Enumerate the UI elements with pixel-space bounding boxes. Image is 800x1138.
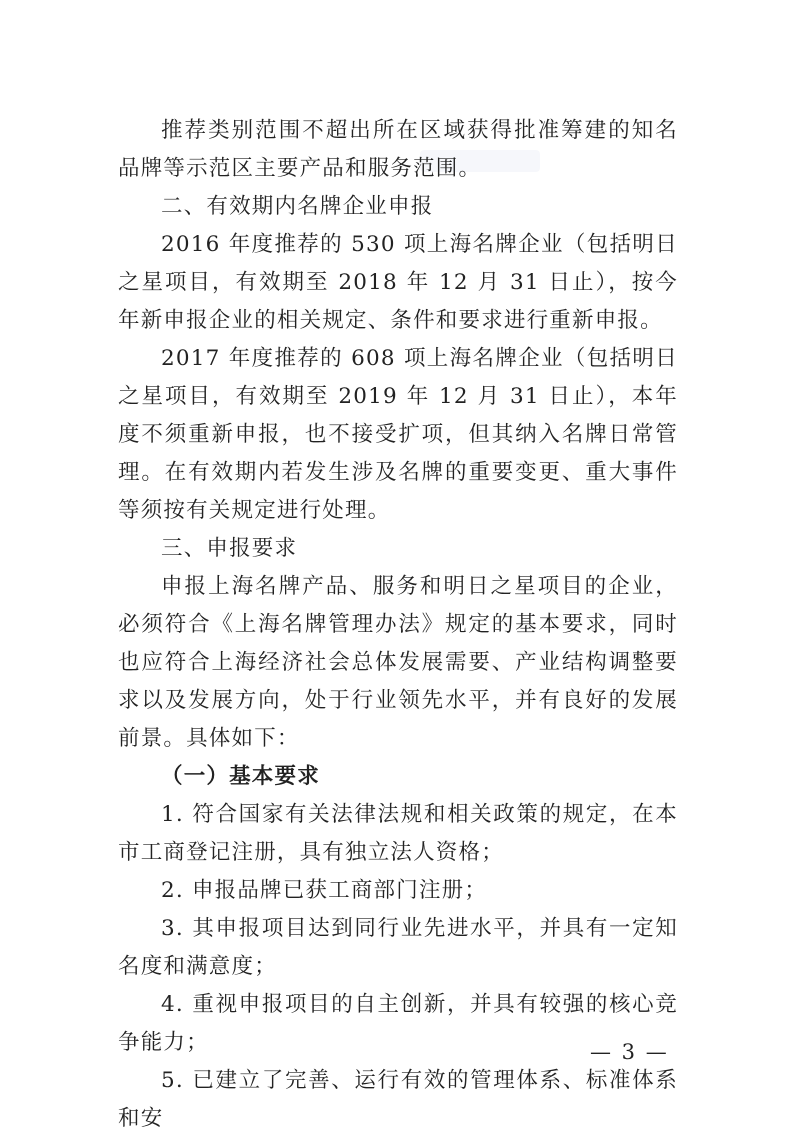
- list-item-requirement-5: 5. 已建立了完善、运行有效的管理体系、标准体系和安: [118, 1068, 678, 1131]
- list-item-requirement-4: 4. 重视申报项目的自主创新，并具有较强的核心竞争能力；: [118, 992, 678, 1055]
- paragraph-2016-recommendation: 2016 年度推荐的 530 项上海名牌企业（包括明日之星项目，有效期至 2018 年 12 月 31 日止），按今年新申报企业的相关规定、条件和要求进行重新申报。: [118, 232, 678, 333]
- list-item-requirement-1: 1. 符合国家有关法律法规和相关政策的规定，在本市工商登记注册，具有独立法人资格；: [118, 802, 678, 865]
- list-item-requirement-2: 2. 申报品牌已获工商部门注册；: [161, 878, 488, 903]
- document-body: [118, 112, 678, 1138]
- paragraph-requirements-intro: 申报上海名牌产品、服务和明日之星项目的企业，必须符合《上海名牌管理办法》规定的基本要求，同时也应符合上海经济社会总体发展需要、产业结构调整要求以及发展方向，处于行业领先水平，并有良好的发展前景。具体如下：: [118, 574, 678, 751]
- section-heading-3: 三、申报要求: [161, 536, 298, 561]
- paragraph-2017-recommendation: 2017 年度推荐的 608 项上海名牌企业（包括明日之星项目，有效期至 2019 年 12 月 31 日止），本年度不须重新申报，也不接受扩项，但其纳入名牌日常管理。在有效期内若发生涉及名牌的重要变更、重大事件等须按有关规定进行处理。: [118, 346, 678, 523]
- subheading-basic-requirements: （一）基本要求: [161, 764, 320, 789]
- page-number: — 3 —: [590, 1040, 669, 1064]
- section-heading-2: 二、有效期内名牌企业申报: [161, 194, 434, 219]
- paragraph-recommend-scope: 推荐类别范围不超出所在区域获得批准筹建的知名品牌等示范区主要产品和服务范围。: [118, 118, 678, 181]
- list-item-requirement-3: 3. 其申报项目达到同行业先进水平，并具有一定知名度和满意度；: [118, 916, 678, 979]
